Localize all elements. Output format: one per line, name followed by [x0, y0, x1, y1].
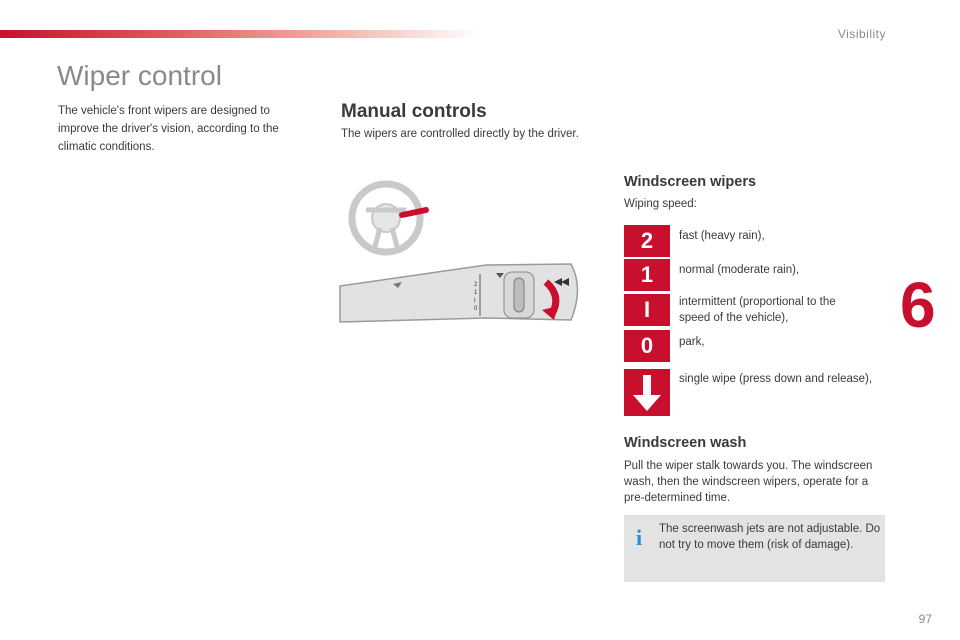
wiper-stalk-illustration — [336, 170, 596, 330]
page-title: Wiper control — [57, 60, 222, 91]
stalk-scale-1: 1 — [474, 290, 478, 296]
header-accent-bar — [0, 30, 480, 38]
manual-controls-text: The wipers are controlled directly by the driver. — [341, 128, 579, 140]
page-number: 97 — [918, 612, 932, 626]
windscreen-wash-heading: Windscreen wash — [624, 435, 747, 451]
speed-1-icon: 1 — [624, 259, 670, 291]
stalk-scale-2: 2 — [474, 282, 478, 288]
speed-1-label: normal (moderate rain), — [679, 264, 800, 276]
speed-park-label: park, — [679, 336, 705, 348]
single-wipe-label: single wipe (press down and release), — [679, 373, 873, 385]
stalk-scale-i: I — [474, 298, 476, 304]
intro-text: The vehicle's front wipers are designed to improve the driver's vision, according to the climatic conditions. — [58, 105, 279, 153]
stalk-scale-0: 0 — [474, 306, 478, 312]
info-icon: i — [636, 525, 643, 550]
wiper-stalk-icon — [340, 264, 578, 322]
speed-intermittent-icon: I — [624, 294, 670, 326]
steering-wheel-icon — [352, 184, 420, 252]
section-header: Visibility — [837, 27, 886, 41]
manual-controls-heading: Manual controls — [341, 101, 487, 122]
speed-intermittent-label: intermittent (proportional to the speed of the vehicle), — [679, 296, 836, 324]
down-arrow-icon — [624, 369, 670, 416]
info-note-text: The screenwash jets are not adjustable. Do not try to move them (risk of damage). — [659, 523, 881, 551]
wiping-speed-label: Wiping speed: — [624, 198, 697, 210]
speed-park-icon: 0 — [624, 330, 670, 362]
info-note — [624, 515, 885, 582]
windscreen-wash-text: Pull the wiper stalk towards you. The windscreen wash, then the windscreen wipers, operate for a pre-determined time. — [624, 460, 873, 504]
speed-2-icon: 2 — [624, 225, 670, 257]
single-wipe-icon — [624, 369, 670, 416]
speed-2-label: fast (heavy rain), — [679, 230, 765, 242]
chapter-number: 6 — [900, 269, 936, 341]
windscreen-wipers-heading: Windscreen wipers — [624, 174, 757, 190]
